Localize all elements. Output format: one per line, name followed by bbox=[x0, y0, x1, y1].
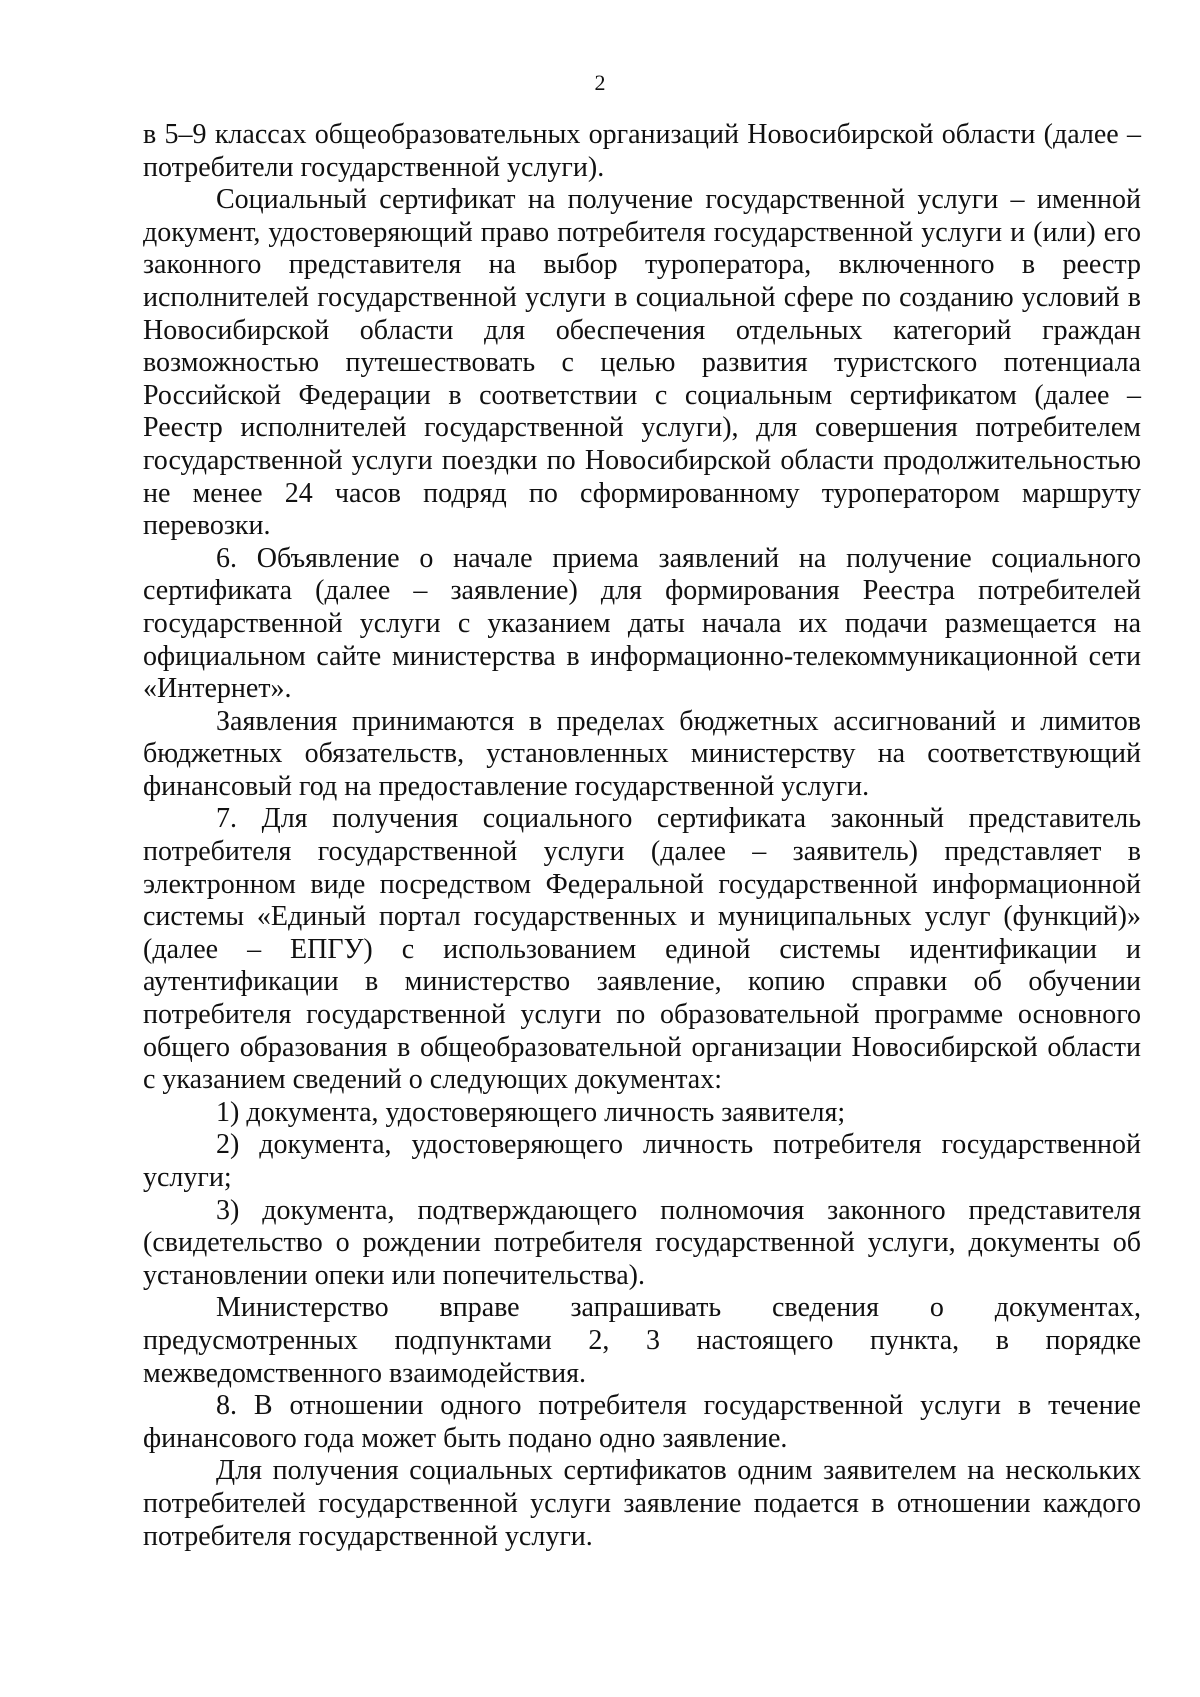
paragraph-subitem-3: 3) документа, подтверждающего полномочия законного представителя (свидетельство о рождении потребителя государственной услуги, документы об установлении опеки или попечительства). bbox=[143, 1194, 1141, 1291]
paragraph-consumers-definition: в 5–9 классах общеобразовательных организаций Новосибирской области (далее – потребители государственной услуги). bbox=[143, 119, 1141, 183]
paragraph-social-certificate-definition: Социальный сертификат на получение государственной услуги – именной документ, удостоверяющий право потребителя государственной услуги и (или) его законного представителя на выбор туроператора, включенного в реестр исполнителей государственной услуги в социальной сфере по созданию условий в Новосибирской области для обеспечения отдельных категорий граждан возможностью путешествовать с целью развития туристского потенциала Российской Федерации в соответствии с социальным сертификатом (далее – Реестр исполнителей государственной услуги), для совершения потребителем государственной услуги поездки по Новосибирской области продолжительностью не менее 24 часов подряд по сформированному туроператором маршруту перевозки. bbox=[143, 184, 1141, 542]
page-number: 2 bbox=[594, 70, 606, 95]
paragraph-interagency-request: Министерство вправе запрашивать сведения о документах, предусмотренных подпунктами 2, 3 настоящего пункта, в порядке межведомственного взаимодействия. bbox=[143, 1292, 1141, 1389]
paragraph-budget-limits: Заявления принимаются в пределах бюджетных ассигнований и лимитов бюджетных обязательств, установленных министерству на соответствующий финансовый год на предоставление государственной услуги. bbox=[143, 705, 1141, 802]
paragraph-item-6-announcement: 6. Объявление о начале приема заявлений на получение социального сертификата (далее – заявление) для формирования Реестра потребителей государственной услуги с указанием даты начала их подачи размещается на официальном сайте министерства в информационно-телекоммуникационной сети «Интернет». bbox=[143, 542, 1141, 705]
paragraph-multiple-consumers: Для получения социальных сертификатов одним заявителем на нескольких потребителей государственной услуги заявление подается в отношении каждого потребителя государственной услуги. bbox=[143, 1455, 1141, 1552]
paragraph-item-7-application: 7. Для получения социального сертификата законный представитель потребителя государственной услуги (далее – заявитель) представляет в электронном виде посредством Федеральной государственной информационной системы «Единый портал государственных и муниципальных услуг (функций)» (далее – ЕПГУ) с использованием единой системы идентификации и аутентификации в министерство заявление, копию справки об обучении потребителя государственной услуги по образовательной программе основного общего образования в общеобразовательной организации Новосибирской области с указанием сведений о следующих документах: bbox=[143, 803, 1141, 1096]
paragraph-subitem-2: 2) документа, удостоверяющего личность потребителя государственной услуги; bbox=[143, 1129, 1141, 1193]
paragraph-item-8-one-application: 8. В отношении одного потребителя государственной услуги в течение финансового года может быть подано одно заявление. bbox=[143, 1390, 1141, 1454]
document-body bbox=[143, 119, 1141, 1553]
paragraph-subitem-1: 1) документа, удостоверяющего личность заявителя; bbox=[216, 1096, 846, 1128]
